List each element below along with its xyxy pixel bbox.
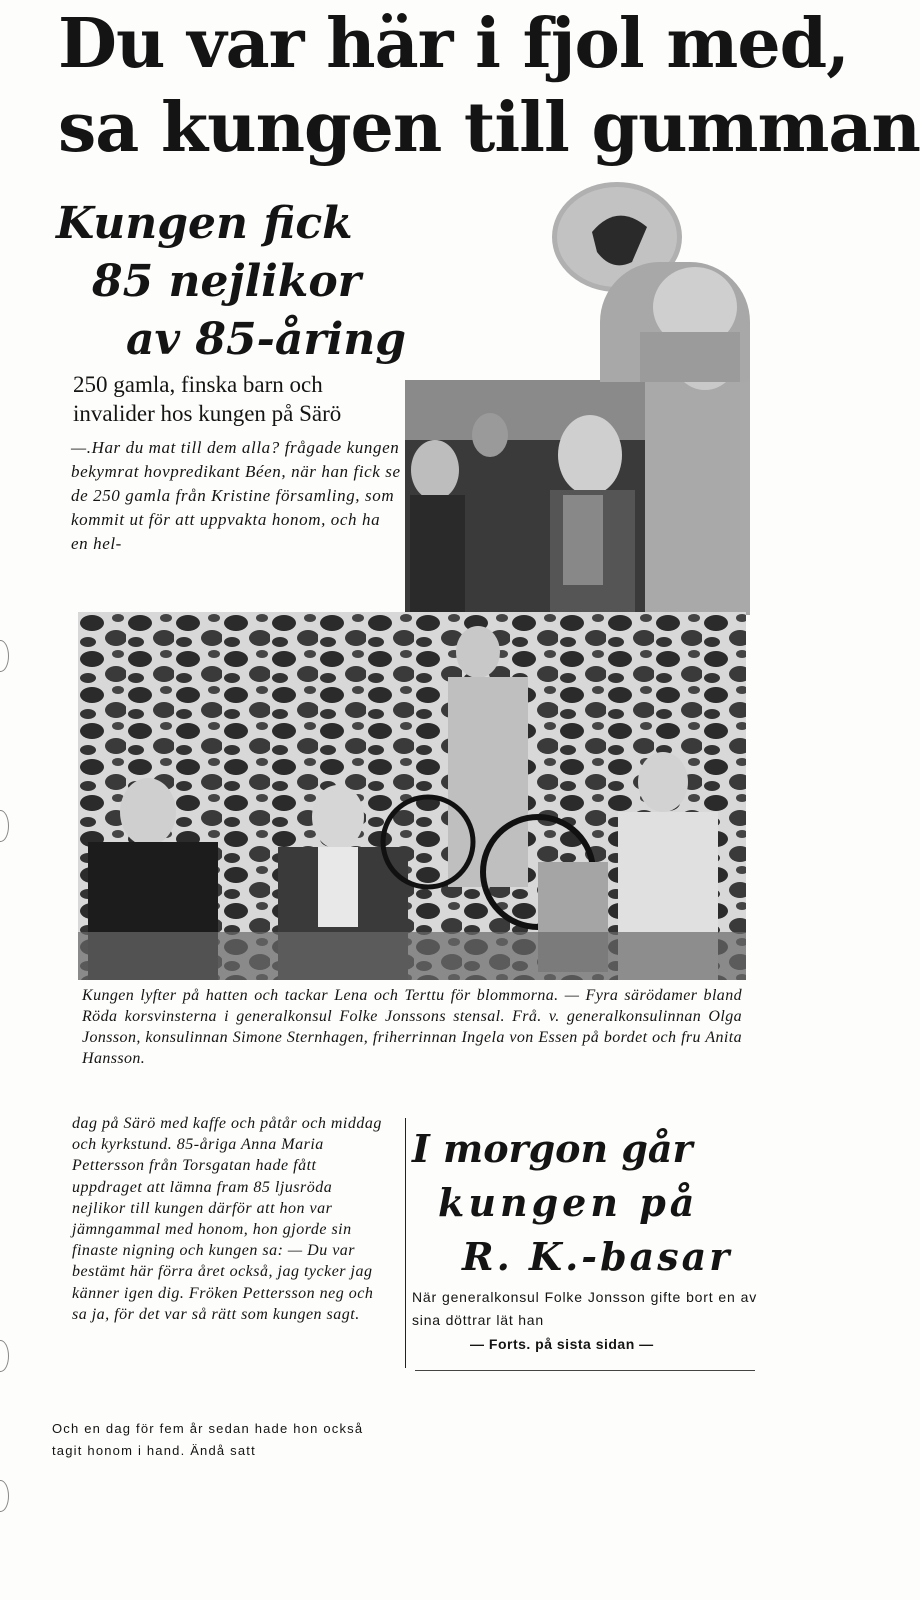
lede-paragraph: —.Har du mat till dem alla? frågade kungen bekymrat hovpredikant Béen, när han fick se de 250 gamla från Kristine församling, som kommit ut för att uppvakta honom, och ha en hel- [71, 438, 401, 553]
photo-caption: Kungen lyfter på hatten och tackar Lena och Terttu för blommorna. — Fyra särödamer bland Röda korsvinsterna i generalkonsul Folke Jonssons stensal. Frå. v. generalkonsulinnan Olga Jonsson, konsulinnan Simone Sternhagen, friherrinnan Ingela von Essen på bordet och fru Anita Hansson. [82, 987, 742, 1067]
binder-mark [0, 1340, 9, 1372]
king-figure [600, 262, 750, 382]
body-column-continued: Och en dag för fem år sedan hade hon också tagit honom i hand. Ändå satt [52, 1421, 364, 1458]
headline-line-1: Du var här i fjol med, [58, 4, 849, 84]
body-column: dag på Särö med kaffe och påtår och middag och kyrkstund. 85-åriga Anna Maria Pettersson från Torsgatan hade fått uppdraget att lämna fram 85 ljusröda nejlikor till kungen därför att hon var jämngammal med honom, hon gjorde sin finaste nigning och kungen sa: — Du var bestämt här förra året också, jag tycker jag känner igen dig. Fröken Pettersson neg och sa ja, för det var så rätt som kungen sagt. [72, 1115, 382, 1323]
box-headline [412, 1122, 772, 1284]
subhead-line-2: 85 nejlikor [92, 256, 361, 307]
column-divider [405, 1118, 406, 1368]
box-head-line-3: R. K.-basar [462, 1234, 733, 1279]
binder-mark [0, 1480, 9, 1512]
box-text: När generalkonsul Folke Jonsson gifte bort en av sina döttrar lät han [412, 1289, 757, 1328]
king-figure-image [600, 262, 750, 382]
ladies-photo [78, 612, 746, 980]
king-photo-image [405, 380, 750, 615]
main-headline [58, 2, 920, 170]
binder-mark [0, 810, 9, 842]
binder-mark [0, 640, 9, 672]
box-rule [415, 1370, 755, 1371]
box-head-line-2: kungen på [438, 1180, 699, 1225]
headline-line-2: sa kungen till gumman [58, 88, 920, 168]
box-head-line-1: I morgon går [412, 1126, 693, 1171]
ladies-photo-image [78, 612, 746, 980]
deck-text: 250 gamla, finska barn och invalider hos kungen på Särö [73, 372, 342, 426]
subhead-line-1: Kungen fick [56, 198, 353, 249]
subhead-line-3: av 85-åring [126, 314, 407, 365]
king-photo [405, 380, 750, 615]
continued-note: — Forts. på sista sidan — [470, 1336, 654, 1352]
subheadline [56, 195, 406, 369]
